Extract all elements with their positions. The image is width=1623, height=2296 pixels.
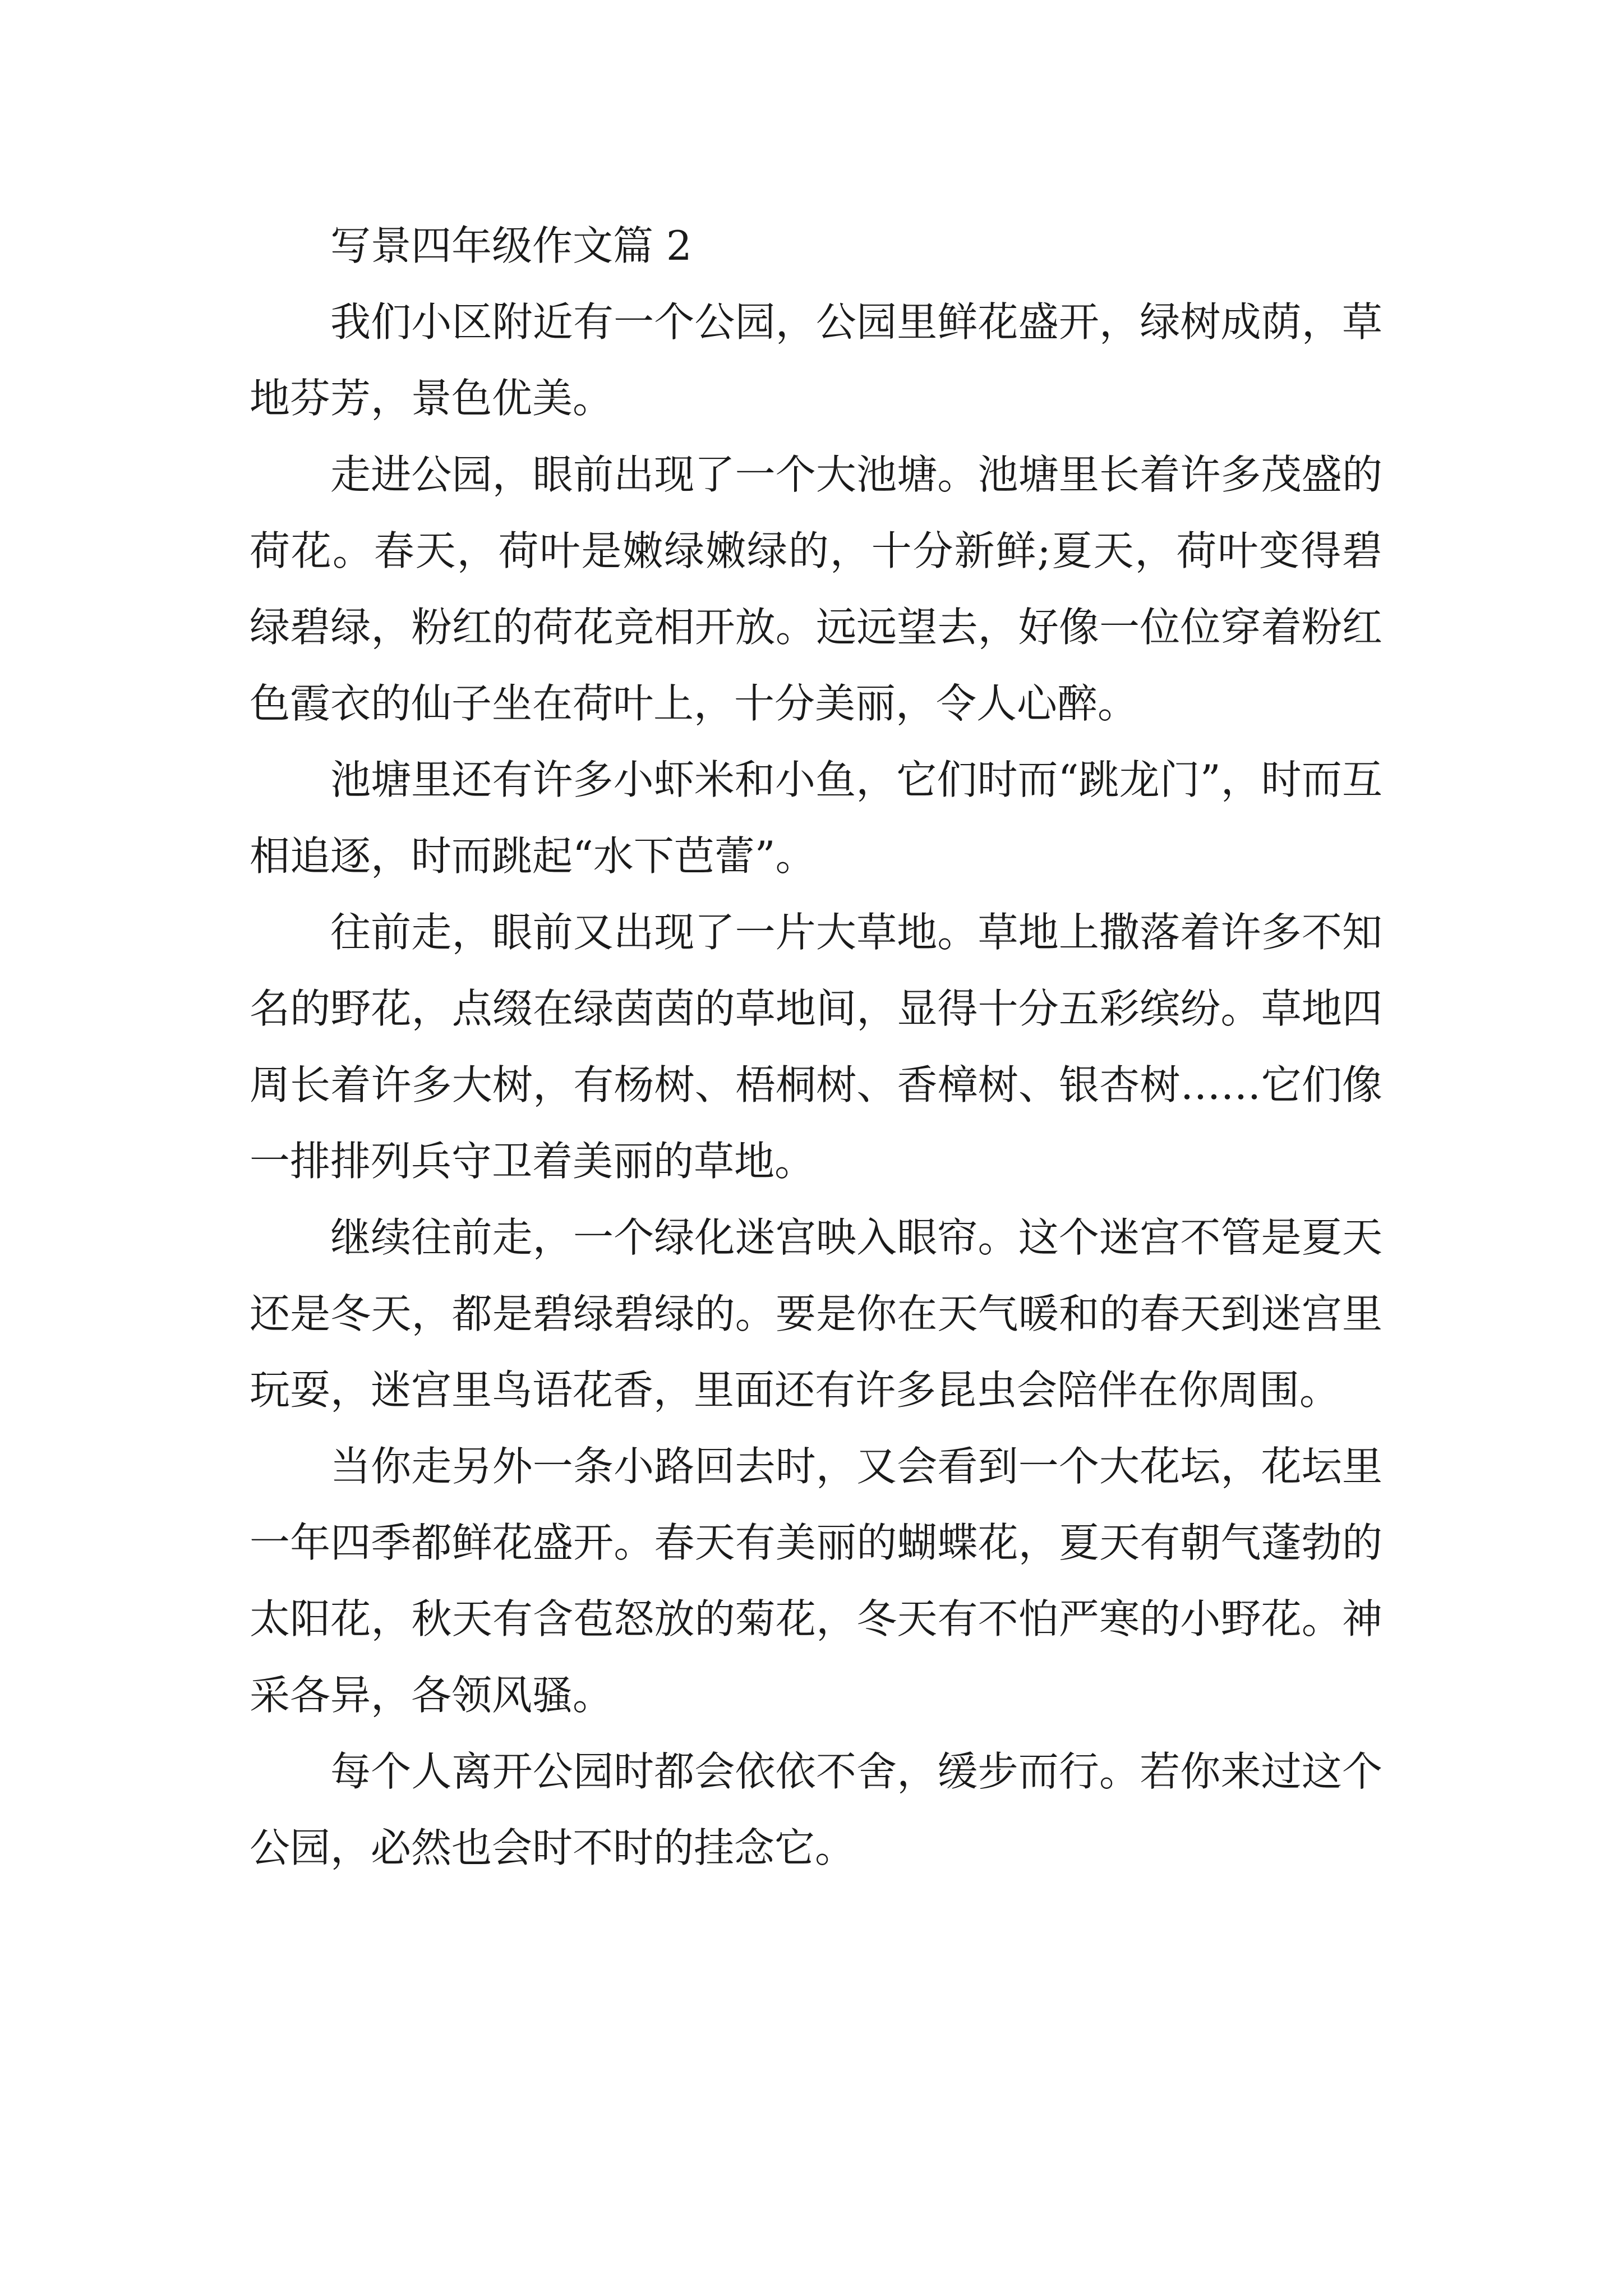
paragraph-1: 我们小区附近有一个公园，公园里鲜花盛开，绿树成荫，草地芬芳，景色优美。 [250, 298, 1382, 422]
document-title: 写景四年级作文篇 2 [330, 222, 692, 269]
document-body [250, 208, 1382, 1886]
paragraph-7: 每个人离开公园时都会依依不舍，缓步而行。若你来过这个公园，必然也会时不时的挂念它。 [250, 1748, 1382, 1871]
paragraph-6: 当你走另外一条小路回去时，又会看到一个大花坛，花坛里一年四季都鲜花盛开。春天有美丽的蝴蝶花，夏天有朝气蓬勃的太阳花，秋天有含苞怒放的菊花，冬天有不怕严寒的小野花。神采各异，各领风骚。 [250, 1443, 1382, 1719]
paragraph-2: 走进公园，眼前出现了一个大池塘。池塘里长着许多茂盛的荷花。春天，荷叶是嫩绿嫩绿的，十分新鲜;夏天，荷叶变得碧绿碧绿，粉红的荷花竞相开放。远远望去，好像一位位穿着粉红色霞衣的仙子坐在荷叶上，十分美丽，令人心醉。 [250, 451, 1382, 727]
paragraph-3: 池塘里还有许多小虾米和小鱼，它们时而“跳龙门”，时而互相追逐，时而跳起“水下芭蕾”。 [250, 756, 1382, 880]
paragraph-4: 往前走，眼前又出现了一片大草地。草地上撒落着许多不知名的野花，点缀在绿茵茵的草地间，显得十分五彩缤纷。草地四周长着许多大树，有杨树、梧桐树、香樟树、银杏树……它们像一排排列兵守卫着美丽的草地。 [250, 909, 1382, 1185]
paragraph-5: 继续往前走，一个绿化迷宫映入眼帘。这个迷宫不管是夏天还是冬天，都是碧绿碧绿的。要是你在天气暖和的春天到迷宫里玩耍，迷宫里鸟语花香，里面还有许多昆虫会陪伴在你周围。 [250, 1214, 1382, 1414]
